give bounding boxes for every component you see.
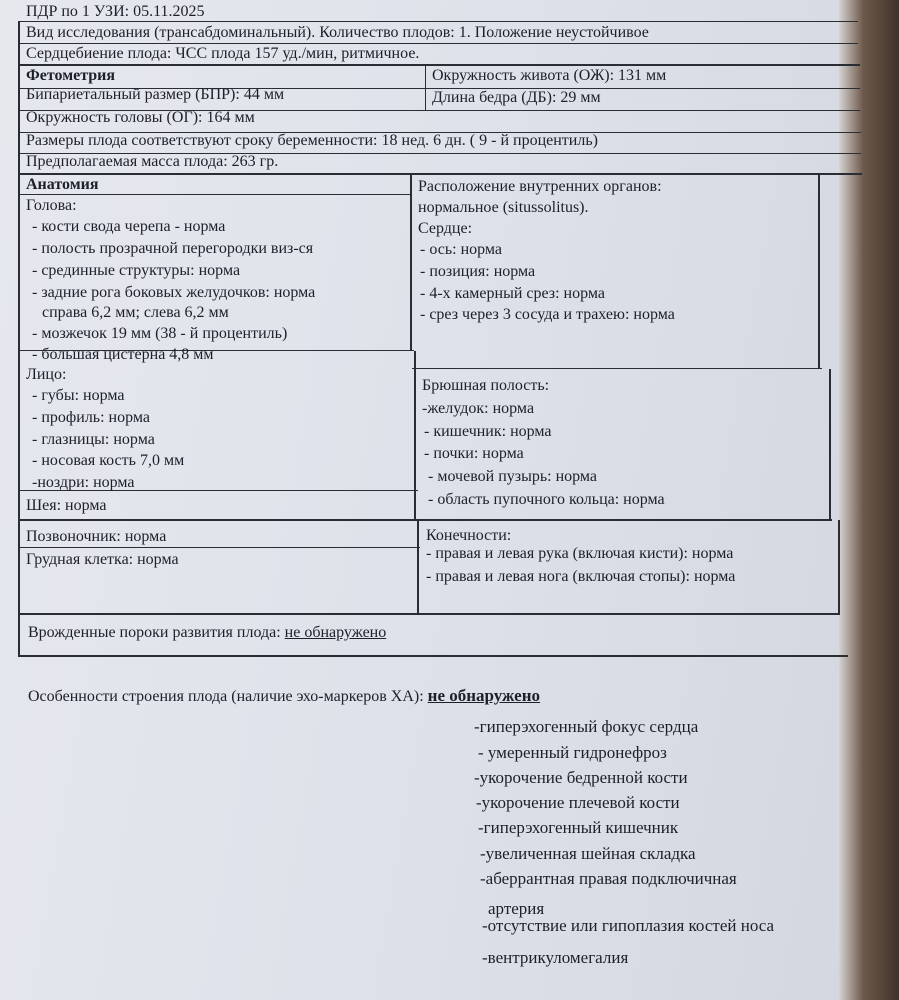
face-item: - профиль: норма: [32, 409, 150, 426]
defects-value: не обнаружено: [284, 624, 387, 641]
head-label: Голова:: [26, 197, 77, 214]
marker-item: -отсутствие или гипоплазия костей носа: [482, 916, 775, 935]
marker-item: -укорочение бедренной кости: [474, 768, 688, 787]
limbs-label: Конечности:: [426, 527, 512, 544]
heart-label: Сердце:: [418, 220, 473, 237]
marker-item: -гиперэхогенный фокус сердца: [474, 717, 699, 736]
face-item: - глазницы: норма: [32, 431, 155, 448]
abdomen-item: - кишечник: норма: [424, 423, 552, 440]
heart-item: - позиция: норма: [420, 263, 536, 280]
abdomen-item: -желудок: норма: [422, 400, 535, 417]
column-divider: [414, 351, 416, 520]
row-divider: [18, 519, 832, 521]
head-item: - мозжечок 19 мм (38 - й процентиль): [32, 325, 288, 342]
pdr-line: ПДР по 1 УЗИ: 05.11.2025: [26, 3, 205, 20]
limbs-item: - правая и левая рука (включая кисти): норма: [426, 545, 734, 562]
fetometry-title: Фетометрия: [26, 67, 116, 84]
column-divider: [417, 520, 419, 614]
table-right-border: [829, 369, 831, 520]
markers-label: Особенности строения плода (наличие эхо-маркеров ХА):: [28, 688, 428, 705]
head-item: - большая цистерна 4,8 мм: [32, 346, 214, 363]
oj-value: Окружность живота (ОЖ): 131 мм: [432, 67, 667, 84]
anatomy-title: Анатомия: [26, 176, 99, 193]
organs-value: нормальное (situssolitus).: [418, 199, 589, 216]
column-divider: [425, 64, 426, 110]
row-divider: [18, 655, 848, 657]
abdomen-item: - мочевой пузырь: норма: [428, 468, 598, 485]
markers-line: [28, 686, 540, 707]
row-divider: [18, 613, 840, 615]
row-divider: [412, 368, 822, 369]
abdomen-label: Брюшная полость:: [422, 377, 550, 394]
chest-line: Грудная клетка: норма: [26, 551, 179, 568]
head-item: - кости свода черепа - норма: [32, 218, 226, 235]
marker-item: артерия: [488, 899, 545, 918]
head-item: справа 6,2 мм; слева 6,2 мм: [42, 304, 229, 321]
db-value: Длина бедра (ДБ): 29 мм: [432, 89, 601, 106]
head-item: - полость прозрачной перегородки виз-ся: [32, 240, 314, 257]
marker-item: - умеренный гидронефроз: [478, 743, 667, 762]
heartbeat-line: Сердцебиение плода: ЧСС плода 157 уд./мин, ритмичное.: [26, 45, 420, 62]
marker-item: -гиперэхогенный кишечник: [478, 818, 679, 837]
table-left-border: [18, 21, 20, 655]
mass-line: Предполагаемая масса плода: 263 гр.: [26, 153, 279, 170]
heart-item: - ось: норма: [420, 241, 503, 258]
marker-item: -аберрантная правая подключичная: [480, 869, 737, 888]
face-label: Лицо:: [26, 366, 67, 383]
row-divider: [18, 547, 420, 548]
abdomen-item: - почки: норма: [424, 445, 524, 462]
marker-item: -увеличенная шейная складка: [480, 844, 696, 863]
neck-line: Шея: норма: [26, 497, 107, 514]
abdomen-item: - область пупочного кольца: норма: [428, 491, 665, 508]
table-right-border: [818, 173, 820, 369]
defects-line: [28, 623, 386, 643]
bpr-value: Бипариетальный размер (БПР): 44 мм: [26, 86, 285, 103]
face-item: - носовая кость 7,0 мм: [32, 452, 185, 469]
og-value: Окружность головы (ОГ): 164 мм: [26, 109, 255, 126]
head-item: - срединные структуры: норма: [32, 262, 241, 279]
study-type-line: Вид исследования (трансабдоминальный). Количество плодов: 1. Положение неустойчивое: [26, 24, 649, 41]
organs-label: Расположение внутренних органов:: [418, 178, 662, 195]
face-item: - губы: норма: [32, 387, 125, 404]
face-item: -ноздри: норма: [32, 474, 135, 491]
markers-value: не обнаружено: [427, 686, 540, 705]
spine-line: Позвоночник: норма: [26, 528, 167, 545]
table-right-border: [838, 520, 840, 614]
background-edge: [839, 0, 899, 1000]
row-divider: [18, 173, 862, 175]
marker-item: -вентрикуломегалия: [482, 948, 629, 967]
heart-item: - срез через 3 сосуда и трахею: норма: [420, 306, 675, 323]
head-item: - задние рога боковых желудочков: норма: [32, 284, 316, 301]
limbs-item: - правая и левая нога (включая стопы): норма: [426, 568, 736, 585]
defects-label: Врожденные пороки развития плода:: [28, 624, 285, 641]
heart-item: - 4-х камерный срез: норма: [420, 285, 605, 302]
term-line: Размеры плода соответствуют сроку беременности: 18 нед. 6 дн. ( 9 - й процентиль): [26, 132, 598, 149]
marker-item: -укорочение плечевой кости: [476, 793, 680, 812]
column-divider: [410, 173, 412, 351]
